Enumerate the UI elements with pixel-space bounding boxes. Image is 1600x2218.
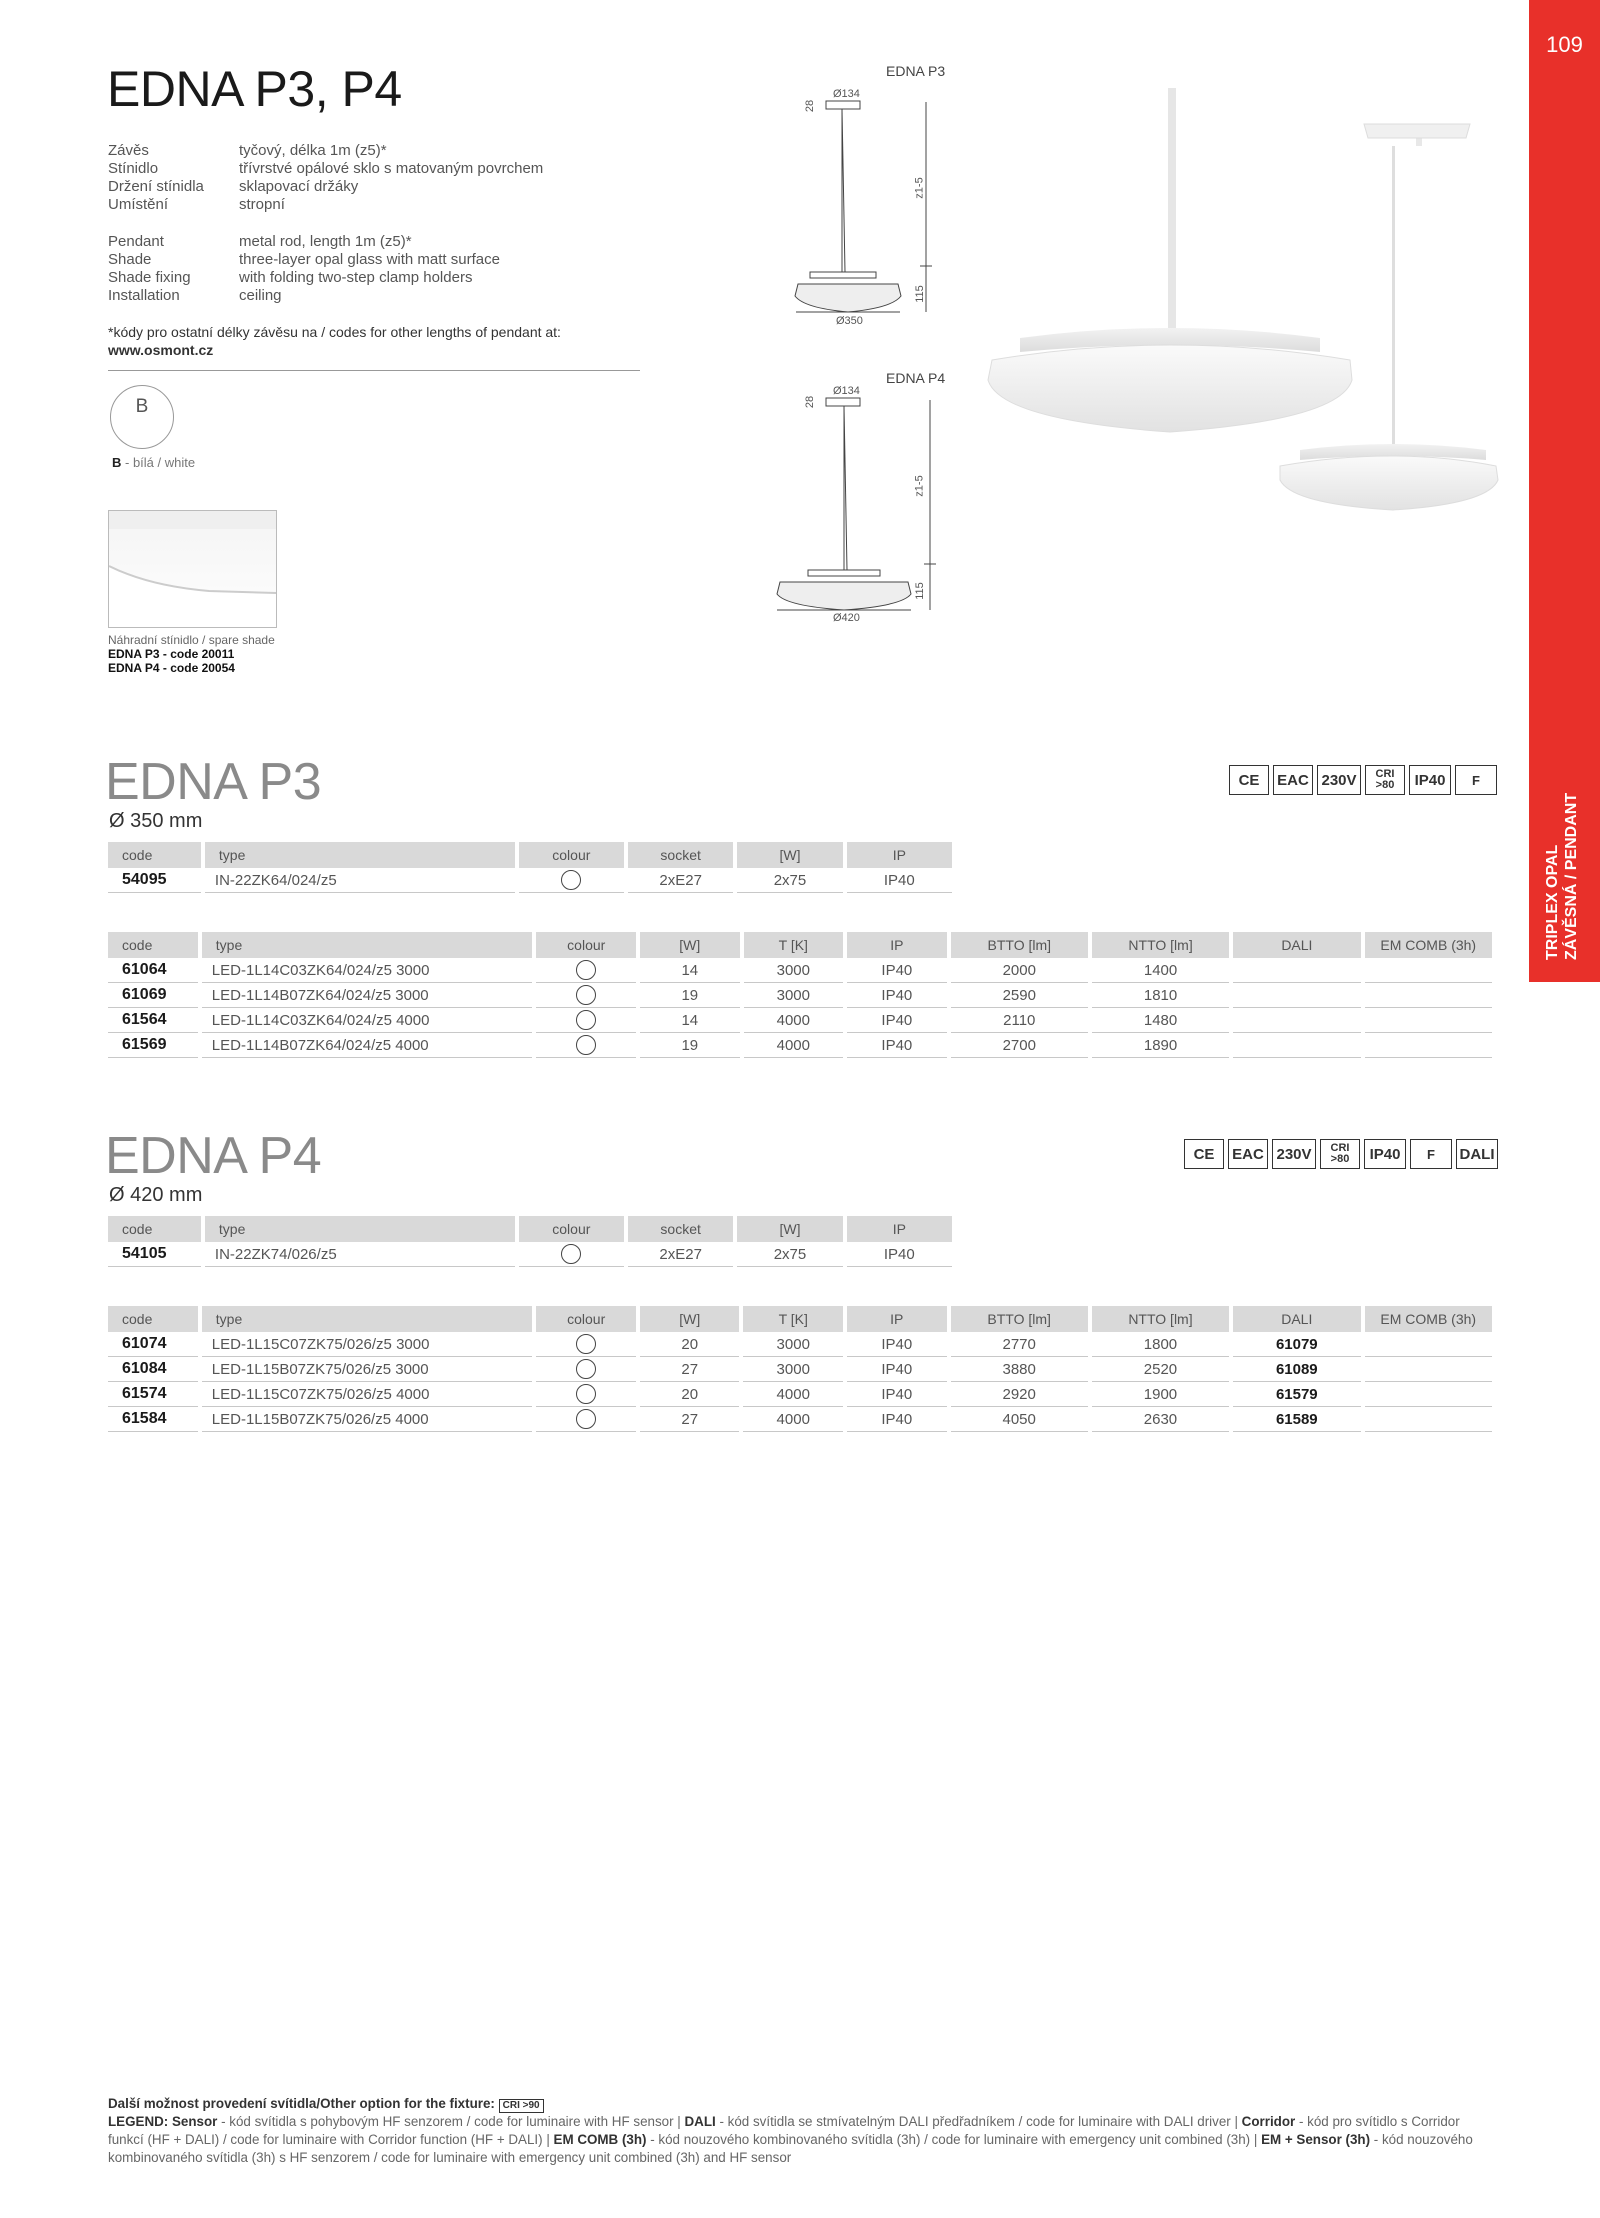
website-link[interactable]: www.osmont.cz: [108, 342, 214, 358]
spec-key: Pendant: [108, 233, 164, 250]
product-type: LED-1L14B07ZK64/024/z5 3000: [202, 983, 533, 1008]
spare-code-p4: EDNA P4 - code 20054: [108, 661, 235, 675]
cri-icon: CRI >80: [1320, 1139, 1360, 1169]
col-header: socket: [628, 1216, 733, 1242]
ip-cell: IP40: [847, 1407, 947, 1432]
btto-cell: 3880: [951, 1357, 1088, 1382]
dali-cell: [1233, 958, 1360, 983]
led-table-p4: [104, 1306, 1496, 1432]
table-row: [108, 1332, 1492, 1357]
spec-key: Umístění: [108, 196, 169, 213]
col-header: DALI: [1233, 1306, 1360, 1332]
dim-diameter: Ø350: [836, 315, 863, 327]
dim-top-dia: Ø134: [833, 88, 860, 100]
em-cell: [1365, 983, 1492, 1008]
col-header: IP: [847, 932, 947, 958]
em-cell: [1365, 1033, 1492, 1058]
note-text: *kódy pro ostatní délky závěsu na / codes for other lengths of pendant at:: [108, 324, 561, 340]
colour-cell: [519, 1242, 624, 1267]
cert-icons: [1229, 765, 1497, 795]
temp-cell: 3000: [744, 983, 844, 1008]
dali-cell: [1233, 983, 1360, 1008]
pendant-lamps-illustration: [980, 80, 1500, 520]
ntto-cell: 1810: [1092, 983, 1229, 1008]
temp-cell: 4000: [744, 1033, 844, 1058]
product-type: LED-1L14C03ZK64/024/z5 3000: [202, 958, 533, 983]
product-code: 61564: [108, 1008, 198, 1033]
btto-cell: 4050: [951, 1407, 1088, 1432]
white-colour-icon: [576, 1359, 596, 1379]
product-code: 61569: [108, 1033, 198, 1058]
technical-drawings: [760, 60, 960, 630]
spec-key: Závěs: [108, 142, 149, 159]
col-header: socket: [628, 842, 733, 868]
temp-cell: 3000: [743, 1357, 843, 1382]
table-row: [108, 983, 1492, 1008]
white-colour-icon: [561, 1244, 581, 1264]
white-colour-icon: [576, 1334, 596, 1354]
product-code: 61064: [108, 958, 198, 983]
socket-table-p3: [104, 842, 956, 893]
temp-cell: 4000: [743, 1382, 843, 1407]
watt-cell: 14: [640, 1008, 739, 1033]
divider: [108, 370, 640, 371]
spec-value: metal rod, length 1m (z5)*: [239, 233, 412, 250]
product-type: IN-22ZK64/024/z5: [205, 868, 515, 893]
em-cell: [1365, 1008, 1492, 1033]
ntto-cell: 1480: [1092, 1008, 1229, 1033]
colour-cell: [536, 1407, 636, 1432]
cert-icons: [1184, 1139, 1498, 1169]
colour-swatch-white: [110, 385, 174, 449]
watt-cell: 14: [640, 958, 739, 983]
dali-cell: 61589: [1233, 1407, 1360, 1432]
legend-em: - kód nouzového kombinovaného svítidla (3h) / code for luminaire with emergency unit combined (3h) |: [646, 2132, 1262, 2147]
product-code: 61074: [108, 1332, 198, 1357]
col-header: [W]: [737, 842, 842, 868]
product-code: 61069: [108, 983, 198, 1008]
white-colour-icon: [576, 1409, 596, 1429]
em-cell: [1365, 1407, 1493, 1432]
eac-icon: EAC: [1273, 765, 1313, 795]
spec-value: with folding two-step clamp holders: [239, 269, 473, 286]
ip-cell: IP40: [847, 1242, 952, 1267]
specs-en: [108, 233, 608, 305]
watt-cell: 2x75: [737, 868, 842, 893]
product-type: LED-1L14C03ZK64/024/z5 4000: [202, 1008, 533, 1033]
table-row: [108, 1242, 952, 1267]
btto-cell: 2000: [951, 958, 1088, 983]
spare-code-p3: EDNA P3 - code 20011: [108, 647, 235, 661]
colour-cell: [536, 983, 636, 1008]
spec-value: sklapovací držáky: [239, 178, 359, 195]
dimension-lines: [760, 60, 960, 630]
f-mark-icon: F: [1410, 1139, 1452, 1169]
side-tab: [1529, 0, 1600, 982]
dali-cell: 61089: [1233, 1357, 1360, 1382]
temp-cell: 3000: [744, 958, 844, 983]
em-cell: [1365, 958, 1492, 983]
col-header: [W]: [640, 932, 739, 958]
legend-text: [108, 2113, 1488, 2167]
col-header: colour: [536, 932, 636, 958]
dali-cell: [1233, 1008, 1360, 1033]
white-colour-icon: [561, 870, 581, 890]
specs-cz: [108, 142, 608, 214]
product-type: LED-1L15B07ZK75/026/z5 3000: [202, 1357, 533, 1382]
table-row: [108, 1357, 1492, 1382]
dim-diameter: Ø420: [833, 612, 860, 624]
ntto-cell: 1900: [1092, 1382, 1229, 1407]
spec-key: Stínidlo: [108, 160, 159, 177]
pendant-note: [108, 323, 561, 359]
col-header: [W]: [737, 1216, 842, 1242]
spec-value: tyčový, délka 1m (z5)*: [239, 142, 387, 159]
temp-cell: 4000: [743, 1407, 843, 1432]
white-colour-icon: [576, 1035, 596, 1055]
table-row: [108, 1033, 1492, 1058]
ip-rating-icon: IP40: [1409, 765, 1451, 795]
legend-sensor: - kód svítidla s pohybovým HF senzorem / code for luminaire with HF sensor |: [217, 2114, 685, 2129]
category-label-line1: TRIPLEX OPAL: [1544, 844, 1561, 960]
col-header: T [K]: [743, 1306, 843, 1332]
dali-cell: 61079: [1233, 1332, 1360, 1357]
col-header: type: [205, 842, 515, 868]
ip-rating-icon: IP40: [1364, 1139, 1406, 1169]
spec-value: třívrstvé opálové sklo s matovaným povrchem: [239, 160, 544, 177]
btto-cell: 2590: [951, 983, 1088, 1008]
ce-icon: CE: [1184, 1139, 1224, 1169]
product-type: LED-1L15B07ZK75/026/z5 4000: [202, 1407, 533, 1432]
em-cell: [1365, 1332, 1493, 1357]
col-header: type: [202, 1306, 533, 1332]
swatch-letter: B: [135, 396, 149, 417]
cri-icon: CRI >80: [1365, 765, 1405, 795]
col-header: code: [108, 842, 201, 868]
spec-key: Shade fixing: [108, 269, 191, 286]
col-header: code: [108, 1306, 198, 1332]
category-label-line2: ZÁVĚSNÁ / PENDANT: [1563, 792, 1580, 960]
socket-table-p4: [104, 1216, 956, 1267]
white-colour-icon: [576, 1010, 596, 1030]
ip-cell: IP40: [847, 1382, 947, 1407]
ntto-cell: 1800: [1092, 1332, 1229, 1357]
temp-cell: 4000: [744, 1008, 844, 1033]
ip-cell: IP40: [847, 1008, 947, 1033]
colour-cell: [519, 868, 624, 893]
col-header: colour: [519, 842, 624, 868]
btto-cell: 2700: [951, 1033, 1088, 1058]
product-type: LED-1L14B07ZK64/024/z5 4000: [202, 1033, 533, 1058]
col-header: T [K]: [744, 932, 844, 958]
em-cell: [1365, 1382, 1493, 1407]
drawing-label-p3: EDNA P3: [886, 63, 946, 79]
product-code: 61574: [108, 1382, 198, 1407]
white-colour-icon: [576, 1384, 596, 1404]
dali-cell: 61579: [1233, 1382, 1360, 1407]
watt-cell: 27: [640, 1407, 739, 1432]
voltage-icon: 230V: [1317, 765, 1361, 795]
ip-cell: IP40: [847, 1033, 947, 1058]
col-header: code: [108, 932, 198, 958]
colour-cell: [536, 1382, 636, 1407]
btto-cell: 2110: [951, 1008, 1088, 1033]
product-type: IN-22ZK74/026/z5: [205, 1242, 515, 1267]
spec-key: Držení stínidla: [108, 178, 204, 195]
led-table-p3: [104, 932, 1496, 1058]
spec-value: stropní: [239, 196, 285, 213]
watt-cell: 20: [640, 1382, 739, 1407]
colour-cell: [536, 1008, 636, 1033]
em-cell: [1365, 1357, 1493, 1382]
legend-label: LEGEND: Sensor: [108, 2114, 218, 2129]
btto-cell: 2920: [951, 1382, 1088, 1407]
spare-label: Náhradní stínidlo / spare shade: [108, 633, 275, 647]
legend-em-sensor: - kód nouzového kombinovaného svítidla (3h) s HF senzorem / code for luminaire with emergency unit combined (3h) and HF sensor: [108, 2132, 1473, 2165]
section-diameter: Ø 350 mm: [109, 810, 203, 832]
col-header: DALI: [1233, 932, 1360, 958]
col-header: colour: [519, 1216, 624, 1242]
ce-icon: CE: [1229, 765, 1269, 795]
legend-dali: - kód svítidla se stmívatelným DALI předřadníkem / code for luminaire with DALI driver |: [715, 2114, 1242, 2129]
spec-key: Installation: [108, 287, 180, 304]
col-header: EM COMB (3h): [1365, 932, 1492, 958]
other-option-label: Další možnost provedení svítidla/Other option for the fixture:: [108, 2096, 495, 2111]
colour-cell: [536, 1357, 636, 1382]
col-header: [W]: [640, 1306, 739, 1332]
product-type: LED-1L15C07ZK75/026/z5 3000: [202, 1332, 533, 1357]
white-colour-icon: [576, 960, 596, 980]
product-code: 54095: [108, 868, 201, 893]
legend-corridor-key: Corridor: [1241, 2114, 1296, 2129]
col-header: NTTO [lm]: [1092, 1306, 1229, 1332]
dim-top-height: 28: [804, 99, 817, 113]
eac-icon: EAC: [1228, 1139, 1268, 1169]
ip-cell: IP40: [847, 868, 952, 893]
colour-cell: [536, 1033, 636, 1058]
table-row: [108, 958, 1492, 983]
spare-shade-caption: [108, 633, 275, 675]
product-photo: [980, 80, 1500, 520]
watt-cell: 2x75: [737, 1242, 842, 1267]
col-header: type: [205, 1216, 515, 1242]
ntto-cell: 1890: [1092, 1033, 1229, 1058]
col-header: BTTO [lm]: [951, 1306, 1088, 1332]
watt-cell: 20: [640, 1332, 739, 1357]
dali-cell: [1233, 1033, 1360, 1058]
colour-cell: [536, 1332, 636, 1357]
product-code: 61084: [108, 1357, 198, 1382]
col-header: code: [108, 1216, 201, 1242]
spec-value: three-layer opal glass with matt surface: [239, 251, 500, 268]
ip-cell: IP40: [847, 1357, 947, 1382]
product-code: 54105: [108, 1242, 201, 1267]
section-title: EDNA P4: [105, 1127, 322, 1185]
colour-code: B: [112, 455, 122, 470]
col-header: type: [202, 932, 533, 958]
table-row: [108, 1008, 1492, 1033]
dim-top-dia: Ø134: [833, 385, 860, 397]
col-header: NTTO [lm]: [1092, 932, 1229, 958]
product-code: 61584: [108, 1407, 198, 1432]
legend-em-sensor-key: EM + Sensor (3h): [1261, 2132, 1371, 2147]
legend-dali-key: DALI: [684, 2114, 716, 2129]
col-header: BTTO [lm]: [951, 932, 1088, 958]
dim-length: z1-5: [913, 475, 926, 497]
legend-corridor: - kód pro svítidlo s Corridor funkcí (HF + DALI) / code for luminaire with Corridor function (HF + DALI) |: [108, 2114, 1460, 2147]
legend: [108, 2095, 1488, 2167]
page-number: 109: [1546, 32, 1583, 57]
col-header: IP: [847, 1216, 952, 1242]
ip-cell: IP40: [847, 1332, 947, 1357]
colour-cell: [536, 958, 636, 983]
category-label: [1543, 760, 1581, 960]
spec-key: Shade: [108, 251, 152, 268]
table-row: [108, 868, 952, 893]
white-colour-icon: [576, 985, 596, 1005]
ntto-cell: 2520: [1092, 1357, 1229, 1382]
section-diameter: Ø 420 mm: [109, 1184, 203, 1206]
ntto-cell: 1400: [1092, 958, 1229, 983]
ntto-cell: 2630: [1092, 1407, 1229, 1432]
drawing-label-p4: EDNA P4: [886, 370, 946, 386]
socket-cell: 2xE27: [628, 868, 733, 893]
colour-caption: [112, 455, 195, 470]
spare-shade-drawing: [109, 511, 276, 627]
temp-cell: 3000: [743, 1332, 843, 1357]
col-header: IP: [847, 1306, 947, 1332]
product-type: LED-1L15C07ZK75/026/z5 4000: [202, 1382, 533, 1407]
spec-value: ceiling: [239, 287, 282, 304]
dim-length: z1-5: [913, 177, 926, 199]
col-header: colour: [536, 1306, 636, 1332]
watt-cell: 19: [640, 1033, 739, 1058]
socket-cell: 2xE27: [628, 1242, 733, 1267]
table-row: [108, 1382, 1492, 1407]
spare-shade-image: [108, 510, 277, 628]
section-title: EDNA P3: [105, 753, 322, 811]
dim-shade-height: 115: [913, 582, 926, 600]
watt-cell: 19: [640, 983, 739, 1008]
voltage-icon: 230V: [1272, 1139, 1316, 1169]
col-header: EM COMB (3h): [1365, 1306, 1493, 1332]
cri90-badge: CRI >90: [499, 2099, 544, 2113]
watt-cell: 27: [640, 1357, 739, 1382]
ip-cell: IP40: [847, 958, 947, 983]
dim-top-height: 28: [804, 395, 817, 409]
table-row: [108, 1407, 1492, 1432]
page-title: EDNA P3, P4: [107, 61, 402, 117]
colour-name: - bílá / white: [121, 455, 196, 470]
col-header: IP: [847, 842, 952, 868]
legend-em-key: EM COMB (3h): [553, 2132, 647, 2147]
f-mark-icon: F: [1455, 765, 1497, 795]
dali-icon: DALI: [1456, 1139, 1498, 1169]
ip-cell: IP40: [847, 983, 947, 1008]
dim-shade-height: 115: [913, 285, 926, 303]
btto-cell: 2770: [951, 1332, 1088, 1357]
